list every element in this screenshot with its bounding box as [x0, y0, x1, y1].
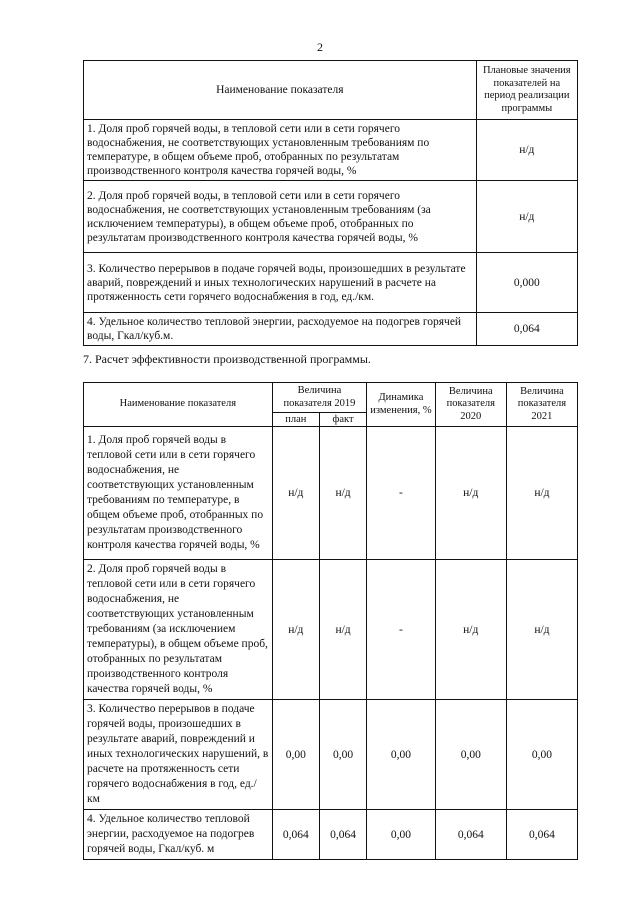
table-row — [84, 427, 578, 560]
value-2021: н/д — [506, 427, 577, 560]
indicator-name: 3. Количество перерывов в подаче горячей воды, произошедших в результате аварий, повреждений и иных технологических нарушений в расчете на протяженность сети горячего водоснабжения в год, ед./км. — [84, 253, 477, 313]
table-row — [84, 810, 578, 860]
indicator-name: 2. Доля проб горячей воды, в тепловой сети или в сети горячего водоснабжения, не соответствующих установленным требованиям (за исключением температуры), в общем объеме проб, отобранных по результатам производственного контроля качества горячей воды, % — [84, 181, 477, 253]
planned-indicators-table — [83, 60, 578, 346]
dynamics-value: 0,00 — [367, 700, 436, 810]
table-header-row — [84, 61, 578, 120]
value-2020: 0,00 — [435, 700, 506, 810]
indicator-value: н/д — [476, 181, 577, 253]
fact-value: н/д — [319, 560, 366, 700]
value-2021: н/д — [506, 560, 577, 700]
indicator-value: 0,000 — [476, 253, 577, 313]
indicator-name: 2. Доля проб горячей воды в тепловой сети или в сети горячего водоснабжения, не соответствующих установленным требованиям (за исключением температуры), в общем объеме проб, отобранных по результатам производственного контроля качества горячей воды, % — [84, 560, 273, 700]
table-row — [84, 181, 578, 253]
indicator-name: 1. Доля проб горячей воды в тепловой сети или в сети горячего водоснабжения, не соответствующих установленным требованиям по температуре, в общем объеме проб, отобранных по результатам производственного контроля качества горячей воды, % — [84, 427, 273, 560]
plan-value: н/д — [272, 560, 319, 700]
plan-value: 0,00 — [272, 700, 319, 810]
value-2021: 0,00 — [506, 700, 577, 810]
header-dynamics: Динамика изменения, % — [367, 383, 436, 427]
indicator-name: 1. Доля проб горячей воды, в тепловой сети или в сети горячего водоснабжения, не соответствующих установленным требованиям по температуре, в общем объеме проб, отобранных по результатам производственного контроля качества горячей воды, % — [84, 120, 477, 181]
header-value-2021: Величина показателя 2021 — [506, 383, 577, 427]
value-2021: 0,064 — [506, 810, 577, 860]
indicator-value: н/д — [476, 120, 577, 181]
table-row — [84, 120, 578, 181]
indicator-name: 4. Удельное количество тепловой энергии, расходуемое на подогрев горячей воды, Гкал/куб. м — [84, 810, 273, 860]
header-indicator-name: Наименование показателя — [84, 61, 477, 120]
fact-value: 0,064 — [319, 810, 366, 860]
section-heading: 7. Расчет эффективности производственной программы. — [83, 352, 371, 366]
table-header-row — [84, 383, 578, 413]
header-fact: факт — [319, 413, 366, 427]
efficiency-table — [83, 382, 578, 860]
value-2020: н/д — [435, 560, 506, 700]
header-planned-values: Плановые значения показателей на период реализации программы — [476, 61, 577, 120]
indicator-value: 0,064 — [476, 313, 577, 346]
table-row — [84, 313, 578, 346]
plan-value: н/д — [272, 427, 319, 560]
dynamics-value: 0,00 — [367, 810, 436, 860]
plan-value: 0,064 — [272, 810, 319, 860]
fact-value: 0,00 — [319, 700, 366, 810]
indicator-name: 3. Количество перерывов в подаче горячей воды, произошедших в результате аварий, повреждений и иных технологических нарушений, в расчете на протяженность сети горячего водоснабжения в год, ед./км — [84, 700, 273, 810]
header-indicator-name: Наименование показателя — [84, 383, 273, 427]
value-2020: н/д — [435, 427, 506, 560]
table-row — [84, 700, 578, 810]
page-number: 2 — [317, 40, 323, 54]
value-2020: 0,064 — [435, 810, 506, 860]
dynamics-value: - — [367, 427, 436, 560]
fact-value: н/д — [319, 427, 366, 560]
indicator-name: 4. Удельное количество тепловой энергии, расходуемое на подогрев горячей воды, Гкал/куб.м. — [84, 313, 477, 346]
header-plan: план — [272, 413, 319, 427]
table-row — [84, 560, 578, 700]
header-value-2019: Величина показателя 2019 — [272, 383, 367, 413]
table-row — [84, 253, 578, 313]
header-value-2020: Величина показателя 2020 — [435, 383, 506, 427]
dynamics-value: - — [367, 560, 436, 700]
